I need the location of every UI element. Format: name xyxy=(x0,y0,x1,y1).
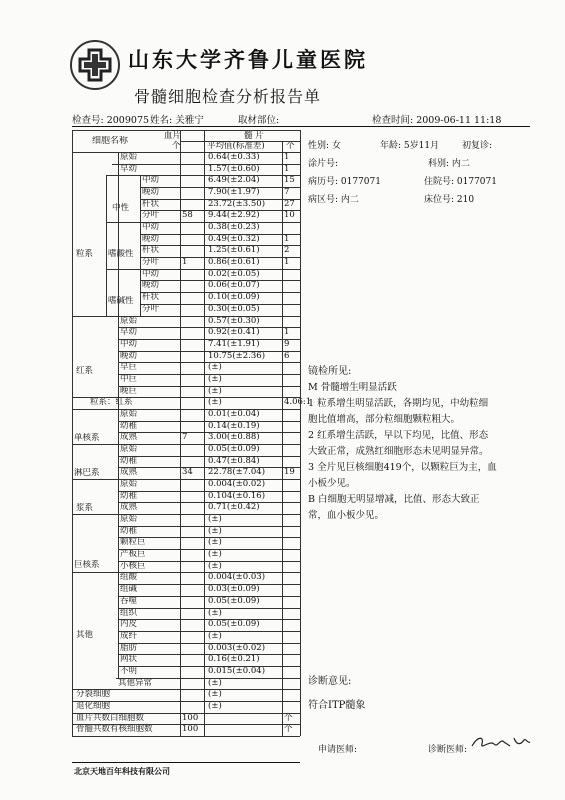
row-marrow-count: 19 xyxy=(284,467,295,478)
row-line xyxy=(118,374,300,375)
diagnostician-label: 诊断医师: xyxy=(428,745,468,755)
row-cell-name: 幼稚 xyxy=(120,420,138,431)
row-line xyxy=(118,666,300,667)
row-mean-value: (±) xyxy=(208,607,222,618)
applicant-label: 申请医师: xyxy=(318,745,358,755)
row-mean-value: 0.003(±0.02) xyxy=(208,642,266,653)
row-mean-value: 0.05(±0.09) xyxy=(208,595,260,606)
group-separator xyxy=(72,152,118,153)
hospital-logo xyxy=(70,40,120,90)
table-top-line xyxy=(72,130,300,131)
row-line xyxy=(118,526,300,527)
row-mean-value: 1.57(±0.60) xyxy=(208,163,260,174)
row-mean-value: 23.72(±3.50) xyxy=(208,198,266,209)
subgroup-eosinophil: 嗜酸性 xyxy=(108,249,134,259)
finding-line: 3 全片见巨核细胞419个，以颗粒巨为主，血 xyxy=(308,462,497,473)
row-mean-value: (±) xyxy=(208,549,222,560)
row-line xyxy=(118,339,300,340)
row-mean-value: 0.92(±0.41) xyxy=(208,327,260,338)
diagnosis-text: 符合ITP髓象 xyxy=(308,700,366,711)
row-mean-value: (±) xyxy=(208,689,222,700)
row-cell-name: 中巨 xyxy=(120,373,138,384)
row-cell-name: 幼稚 xyxy=(120,525,138,536)
col-line-mean xyxy=(204,130,205,736)
row-line xyxy=(72,724,300,725)
row-cell-name: 中幼 xyxy=(142,268,160,279)
group-separator xyxy=(72,689,118,690)
finding-line: 小板少见。 xyxy=(308,478,356,489)
row-cell-name: 原始 xyxy=(120,152,138,162)
group-other: 其他 xyxy=(76,630,94,640)
row-mean-value: (±) xyxy=(208,677,222,688)
row-line xyxy=(140,269,300,270)
group-monocyte: 单核系 xyxy=(74,433,100,443)
row-line xyxy=(140,234,300,235)
row-line xyxy=(118,362,300,363)
row-mean-value: (±) xyxy=(208,537,222,548)
group-plasma: 浆系 xyxy=(76,503,94,513)
row-line xyxy=(118,316,300,317)
row-cell-name: 组织 xyxy=(120,607,138,618)
row-cell-name: 成纤 xyxy=(120,630,138,641)
subgroup-separator xyxy=(106,222,140,223)
row-mean-value: (±) xyxy=(208,630,222,641)
row-mean-value: (±) xyxy=(208,560,222,571)
row-cell-name: 分裂细胞 xyxy=(76,689,111,700)
row-cell-name: 幼稚 xyxy=(120,490,138,501)
row-cell-name: 中幼 xyxy=(120,338,138,349)
row-mean-value: 0.05(±0.09) xyxy=(208,444,260,454)
case-number: 病历号: 0177071 xyxy=(308,177,381,187)
row-mean-value: 0.47(±0.84) xyxy=(208,455,260,466)
row-line xyxy=(140,187,300,188)
sample-site: 取材部位: xyxy=(238,115,280,126)
row-cell-name: 早幼 xyxy=(120,327,138,338)
row-line xyxy=(72,713,300,714)
row-line xyxy=(140,175,300,176)
finding-line: 2 红系增生活跃，早以下均见，比值、形态 xyxy=(308,430,489,441)
doctor-signature xyxy=(470,732,532,752)
group-erythroid: 红系 xyxy=(76,366,94,376)
finding-line: 常，血小板少见。 xyxy=(308,510,385,521)
exam-time: 检查时间: 2009-06-11 11:18 xyxy=(372,115,502,126)
row-cell-name: 分叶 xyxy=(142,210,160,221)
row-cell-name: 杆状 xyxy=(142,292,160,303)
row-mean-value: (±) xyxy=(208,385,222,396)
row-blood-count: 1 xyxy=(182,257,188,268)
row-line xyxy=(112,152,300,153)
row-cell-name: 成熟 xyxy=(120,467,138,478)
col-blood-film: 血片 xyxy=(164,131,182,141)
row-marrow-count: 27 xyxy=(284,198,295,209)
patient-age: 年龄: 5岁11月 xyxy=(380,141,440,151)
row-mean-value: 0.01(±0.04) xyxy=(208,408,260,419)
subgroup-neutrophil: 中性 xyxy=(112,203,130,213)
row-line xyxy=(118,479,300,480)
row-line xyxy=(118,514,300,515)
col-mean: 平均值(标准差) xyxy=(207,141,265,151)
patient-sex: 性别: 女 xyxy=(308,141,341,151)
hospital-name: 山东大学齐鲁儿童医院 xyxy=(128,48,368,72)
row-mean-value: 0.104(±0.16) xyxy=(208,490,266,501)
group-separator xyxy=(72,409,118,410)
table-bottom-line xyxy=(72,736,300,737)
row-mean-value: 0.38(±0.23) xyxy=(208,222,260,233)
row-cell-name: 成熟 xyxy=(120,432,138,443)
row-marrow-count: 1 xyxy=(284,327,290,338)
row-marrow-count: 15 xyxy=(284,175,295,186)
header-divider xyxy=(72,126,530,127)
group-separator xyxy=(72,397,118,398)
row-mean-value: (±) xyxy=(208,514,222,525)
row-cell-name: 骨髓共数有核细胞数 xyxy=(76,724,153,735)
row-cell-name: 分叶 xyxy=(142,257,160,268)
finding-line: B 白细胞无明显增减，比值、形态大致正 xyxy=(308,494,480,505)
row-mean-value: (±) xyxy=(208,362,222,373)
row-blood-count: 34 xyxy=(182,467,193,478)
row-line xyxy=(118,608,300,609)
row-line xyxy=(118,561,300,562)
row-line xyxy=(118,386,300,387)
row-cell-name: 其他异常 xyxy=(118,677,153,688)
row-mean-value: 0.16(±0.21) xyxy=(208,654,260,665)
row-cell-name: 产板巨 xyxy=(120,549,146,560)
subgroup-col-line xyxy=(106,175,107,315)
row-line xyxy=(118,654,300,655)
row-cell-name: 原始 xyxy=(120,315,138,326)
row-line xyxy=(140,199,300,200)
row-cell-name: 粒系：红系 xyxy=(90,397,133,408)
col-marrow-film: 髓 片 xyxy=(244,131,264,141)
row-mean-value: 0.64(±0.33) xyxy=(208,152,260,162)
row-cell-name: 晚巨 xyxy=(120,385,138,396)
company-name: 北京天地百年科技有限公司 xyxy=(74,766,170,776)
row-mean-value: 0.30(±0.05) xyxy=(208,303,260,314)
row-mean-value: 0.49(±0.32) xyxy=(208,233,260,244)
row-line xyxy=(118,327,300,328)
row-line xyxy=(72,701,300,702)
row-line xyxy=(118,572,300,573)
row-mean-value: 7.41(±1.91) xyxy=(208,338,260,349)
row-line xyxy=(118,643,300,644)
group-separator xyxy=(72,479,118,480)
row-mean-value: 0.05(±0.09) xyxy=(208,619,260,630)
row-cell-name: 组酸 xyxy=(120,572,138,583)
subgroup-separator xyxy=(106,175,140,176)
finding-line: M 骨髓增生明显活跃 xyxy=(308,382,397,393)
slide-number: 涂片号: xyxy=(308,159,339,169)
findings-text xyxy=(308,380,536,524)
department: 科别: 内二 xyxy=(428,159,470,169)
row-line xyxy=(140,210,300,211)
row-marrow-count: 7 xyxy=(284,187,290,198)
row-mean-value: (±) xyxy=(208,397,222,408)
row-mean-value: 9.44(±2.92) xyxy=(208,210,260,221)
row-cell-name: 中幼 xyxy=(142,222,160,233)
row-line xyxy=(140,292,300,293)
bed-number: 床位号: 210 xyxy=(424,195,475,205)
row-line xyxy=(118,351,300,352)
row-cell-name: 原始 xyxy=(120,408,138,419)
row-cell-name: 原始 xyxy=(120,479,138,490)
row-mean-value: (±) xyxy=(208,373,222,384)
row-mean-value: 0.06(±0.07) xyxy=(208,280,260,291)
row-mean-value: 0.004(±0.02) xyxy=(208,479,266,490)
row-line xyxy=(112,164,300,165)
exam-number: 检查号: 2009075 xyxy=(72,115,150,126)
table-right-line xyxy=(300,130,301,736)
row-mean-value: 7.90(±1.97) xyxy=(208,187,260,198)
row-line xyxy=(118,467,300,468)
row-marrow-count: 1 xyxy=(284,152,290,162)
row-cell-name: 晚幼 xyxy=(142,187,160,198)
row-cell-name: 颗粒巨 xyxy=(120,537,146,548)
row-mean-value: 0.71(±0.42) xyxy=(208,502,260,513)
visit-type: 初复诊: xyxy=(462,141,493,151)
row-line xyxy=(116,678,300,679)
group-megakaryocyte: 巨核系 xyxy=(74,560,100,570)
row-marrow-count: 1 xyxy=(284,257,290,268)
row-marrow-count: 4.06:1 xyxy=(284,397,312,408)
group-separator xyxy=(72,514,118,515)
row-cell-name: 杆状 xyxy=(142,198,160,209)
row-mean-value: 3.00(±0.88) xyxy=(208,432,260,443)
row-cell-name: 脂肪 xyxy=(120,642,138,653)
row-marrow-count: 10 xyxy=(284,210,295,221)
report-title: 骨髓细胞检查分析报告单 xyxy=(134,87,322,106)
row-cell-name: 晚幼 xyxy=(142,233,160,244)
row-cell-name: 原始 xyxy=(120,444,138,454)
row-marrow-count: 1 xyxy=(284,163,290,174)
subgroup-basophil: 嗜碱性 xyxy=(108,296,134,306)
finding-line: 胞比值增高，部分粒细胞颗粒粗大。 xyxy=(308,414,461,425)
col-blood-unit: 个 xyxy=(172,141,181,151)
subgroup-separator xyxy=(106,269,140,270)
row-line xyxy=(140,222,300,223)
group-separator xyxy=(72,572,118,573)
row-cell-name: 中幼 xyxy=(142,175,160,186)
row-line xyxy=(140,304,300,305)
row-cell-name: 分叶 xyxy=(142,303,160,314)
row-cell-name: 早幼 xyxy=(120,163,138,174)
row-marrow-count: 2 xyxy=(284,245,290,256)
row-cell-name: 晚幼 xyxy=(142,280,160,291)
row-cell-name: 幼稚 xyxy=(120,455,138,466)
row-mean-value: 0.004(±0.03) xyxy=(208,572,266,583)
finding-line: 1 粒系增生明显活跃，各期均见，中幼粒细 xyxy=(308,398,489,409)
col-cell-name: 细胞名称 xyxy=(92,136,129,146)
row-line xyxy=(118,619,300,620)
name-col-line-2 xyxy=(140,175,141,315)
row-line xyxy=(118,491,300,492)
col-marrow-unit: 个 xyxy=(286,141,295,151)
row-cell-name: 原始 xyxy=(120,514,138,525)
row-cell-name: 吞噬 xyxy=(120,595,138,606)
row-mean-value: 10.75(±2.36) xyxy=(208,350,266,361)
row-line xyxy=(118,596,300,597)
row-line xyxy=(140,280,300,281)
row-line xyxy=(118,409,300,410)
group-lymphocyte: 淋巴系 xyxy=(74,468,100,478)
finding-line: 大致正常，成熟红细胞形态未见明显异常。 xyxy=(308,446,489,457)
row-mean-value: 6.49(±2.04) xyxy=(208,175,260,186)
row-cell-name: 杆状 xyxy=(142,245,160,256)
row-mean-value: 0.10(±0.09) xyxy=(208,292,260,303)
row-cell-name: 晚幼 xyxy=(120,350,138,361)
footer-divider xyxy=(72,762,300,763)
row-line xyxy=(118,444,300,445)
row-mean-value: (±) xyxy=(208,525,222,536)
group-granulocyte: 粒系 xyxy=(76,249,94,259)
row-mean-value: 0.14(±0.19) xyxy=(208,420,260,431)
row-cell-name: 内皮 xyxy=(120,619,138,630)
ward-number: 病区号: 内二 xyxy=(308,195,359,205)
row-cell-name: 早巨 xyxy=(120,362,138,373)
row-mean-value: 0.57(±0.30) xyxy=(208,315,260,326)
row-cell-name: 成熟 xyxy=(120,502,138,513)
row-line xyxy=(118,549,300,550)
row-line xyxy=(140,245,300,246)
row-line xyxy=(118,456,300,457)
row-marrow-count: 1 xyxy=(284,233,290,244)
row-marrow-count: 6 xyxy=(284,350,290,361)
name-col-line xyxy=(118,152,119,678)
row-cell-name: 组碱 xyxy=(120,584,138,595)
inpatient-number: 住院号: 0177071 xyxy=(424,177,497,187)
diagnosis-heading: 诊断意见: xyxy=(308,676,352,687)
row-blood-count: 100 xyxy=(182,724,199,735)
row-marrow-count: 个 xyxy=(284,724,293,735)
row-cell-name: 网状 xyxy=(120,654,138,665)
row-line xyxy=(118,432,300,433)
group-separator xyxy=(72,316,118,317)
row-mean-value: 1.25(±0.61) xyxy=(208,245,260,256)
col-line-blood xyxy=(180,130,181,736)
row-mean-value: 0.86(±0.61) xyxy=(208,257,260,268)
row-mean-value: 0.015(±0.04) xyxy=(208,665,266,676)
row-line xyxy=(118,537,300,538)
row-mean-value: 22.78(±7.04) xyxy=(208,467,266,478)
row-line xyxy=(118,631,300,632)
row-mean-value: (±) xyxy=(208,700,222,711)
row-marrow-count: 个 xyxy=(284,712,293,723)
findings-heading: 镜检所见: xyxy=(308,366,352,377)
row-blood-count: 58 xyxy=(182,210,193,221)
row-line xyxy=(140,257,300,258)
row-mean-value: 0.02(±0.05) xyxy=(208,268,260,279)
row-cell-name: 血片共数白细胞数 xyxy=(76,712,145,723)
row-mean-value: 0.03(±0.09) xyxy=(208,584,260,595)
row-line xyxy=(118,421,300,422)
group-separator xyxy=(72,444,118,445)
patient-name: 姓名: 关雅宁 xyxy=(150,115,204,126)
table-left-line xyxy=(72,130,73,736)
col-line-marrow xyxy=(282,141,283,736)
row-line xyxy=(118,502,300,503)
row-blood-count: 7 xyxy=(182,432,188,443)
row-marrow-count: 9 xyxy=(284,338,290,349)
row-cell-name: 不明 xyxy=(120,665,138,676)
row-blood-count: 100 xyxy=(182,712,199,723)
row-cell-name: 小核巨 xyxy=(120,560,146,571)
row-line xyxy=(118,584,300,585)
row-cell-name: 退化细胞 xyxy=(76,700,111,711)
